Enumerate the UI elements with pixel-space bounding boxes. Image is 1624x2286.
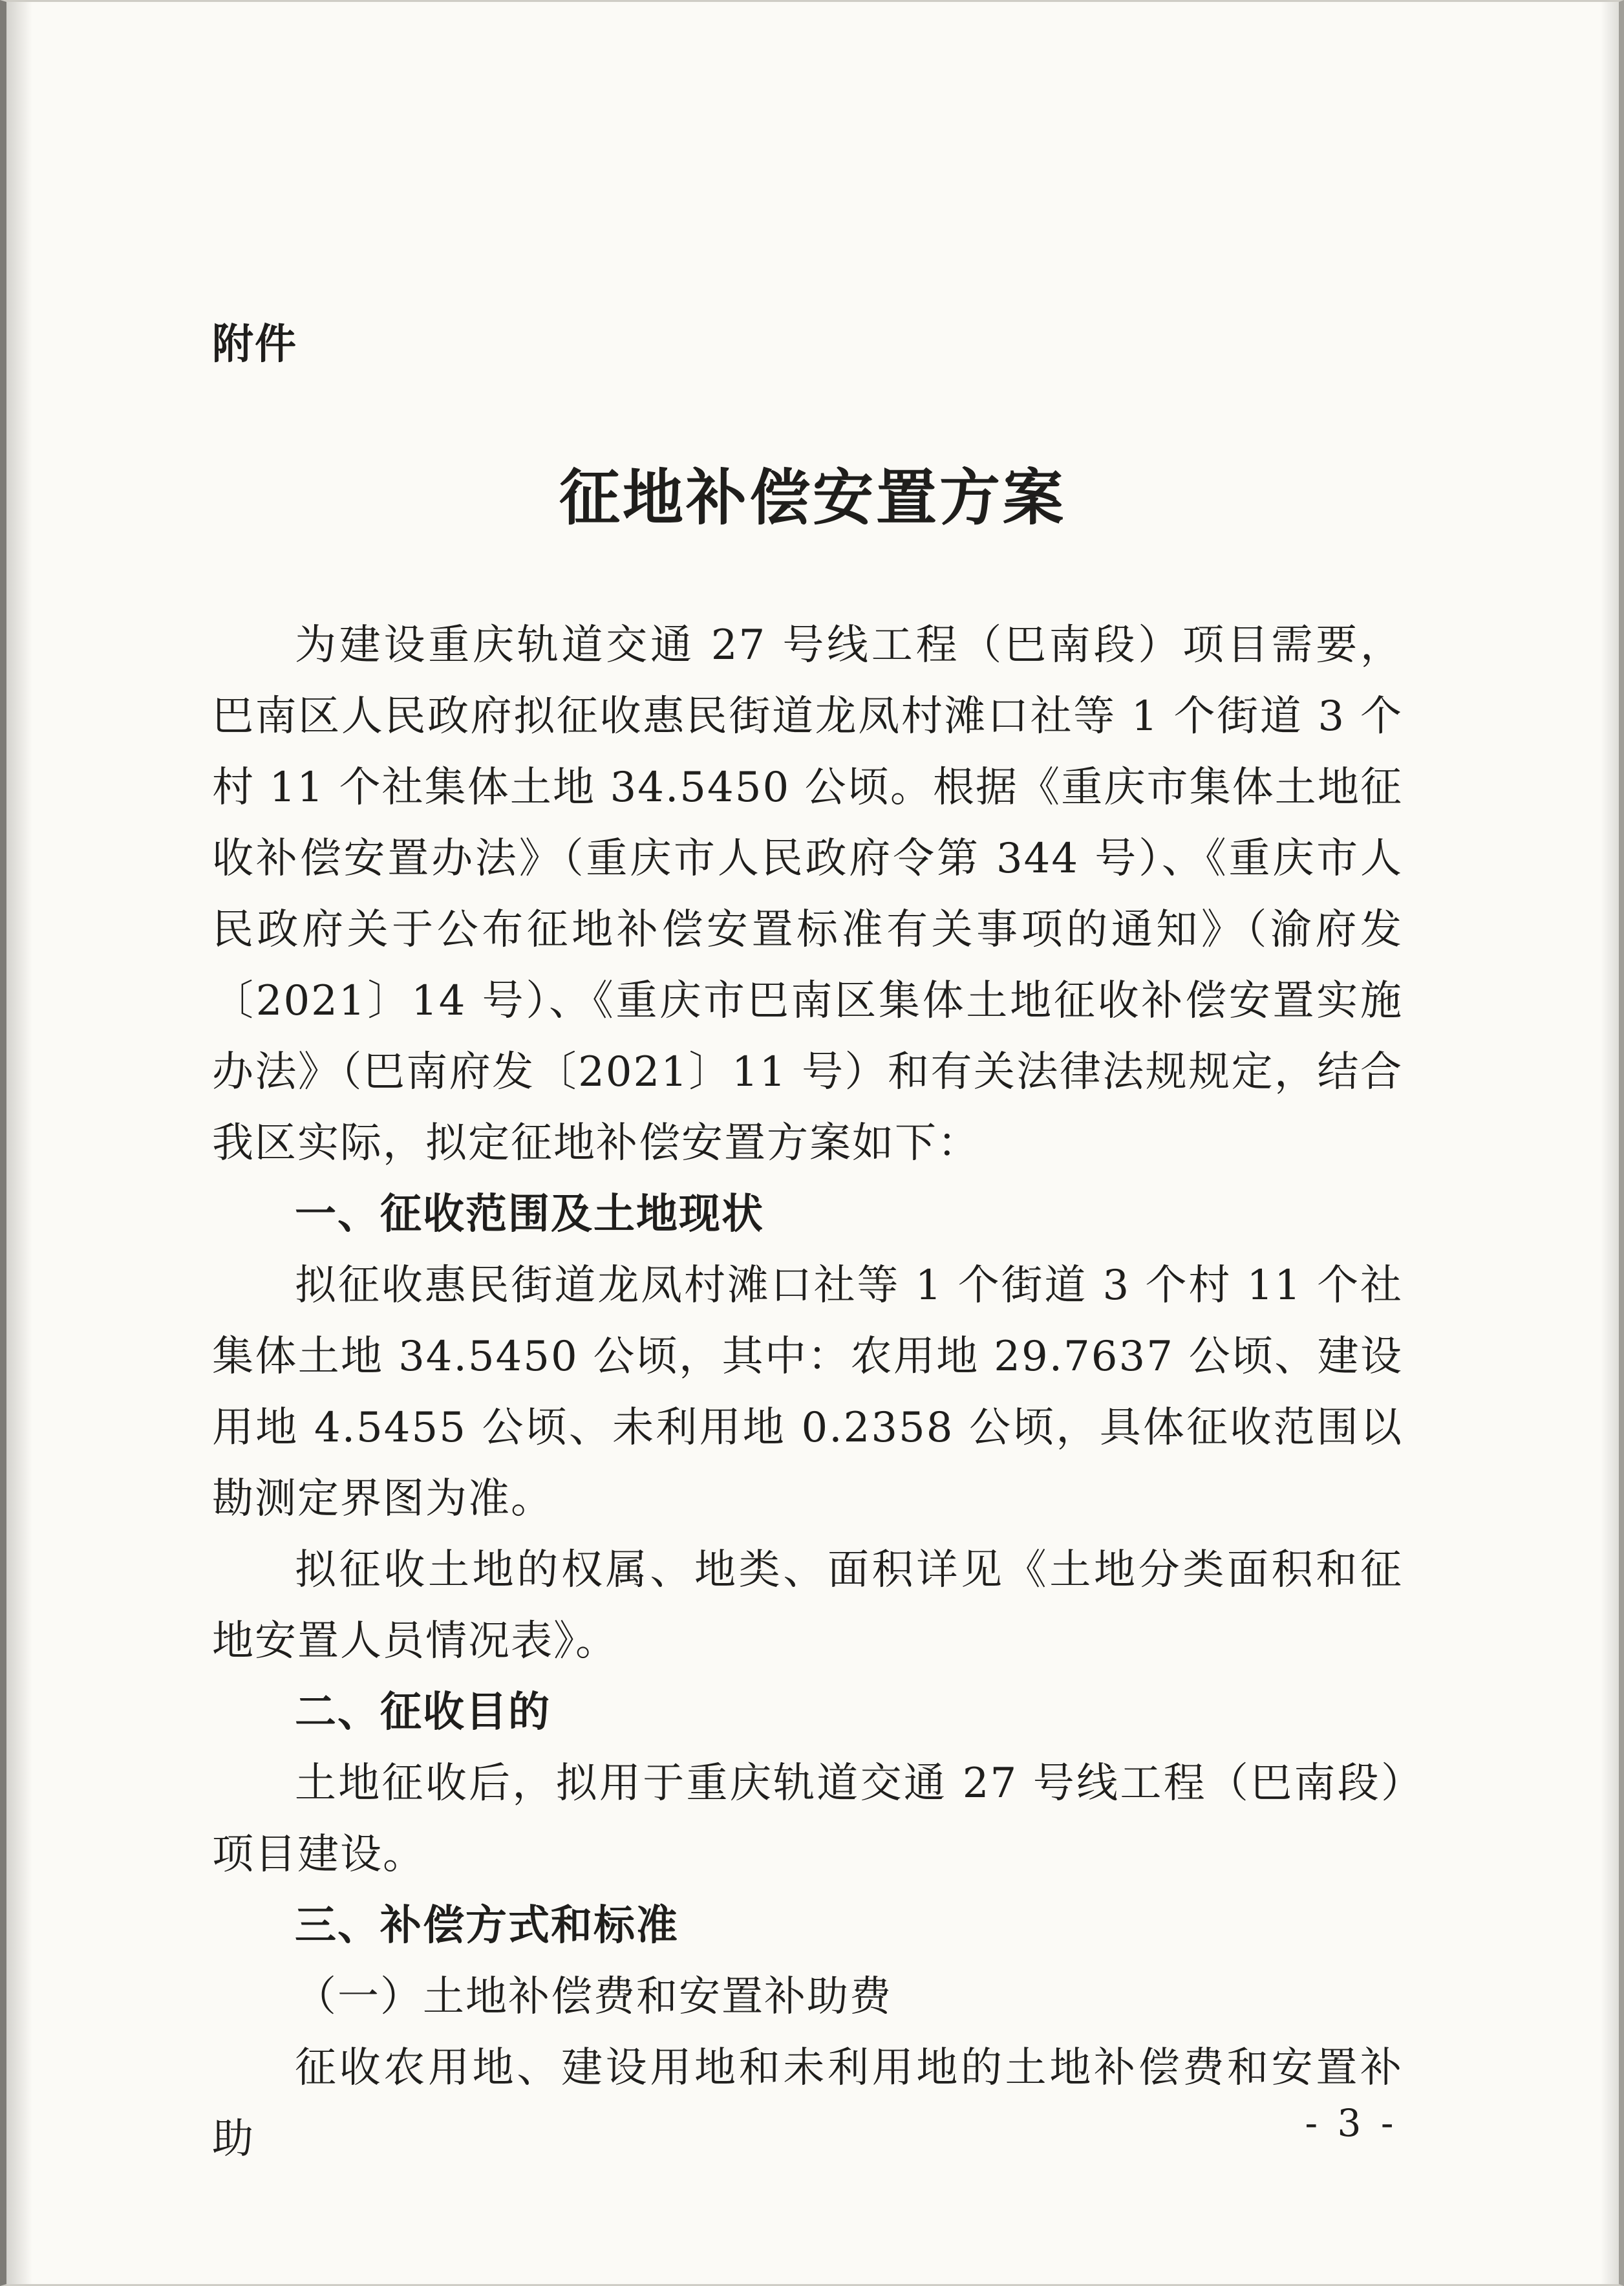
section-heading-scope: 一、征收范围及土地现状 [295,1191,764,1238]
section-heading-compensation: 三、补偿方式和标准 [295,1902,679,1950]
intro-paragraph: 为建设重庆轨道交通 27 号线工程（巴南段）项目需要，巴南区人民政府拟征收惠民街道龙凤村滩口社等 1 个街道 3 个村 11 个社集体土地 34.5450 公顷。根据《重庆市集体土地征收补偿安置办法》（重庆市人民政府令第 344 号）、《重庆市人民政府关于公布征地补偿安置标准有关事项的通知》（渝府发〔2021〕14 号）、《重庆市巴南区集体土地征收补偿安置实施办法》（巴南府发〔2021〕11 号）和有关法律法规规定，结合我区实际，拟定征地补偿安置方案如下： [212,621,1403,1167]
attachment-label: 附件 [212,321,297,369]
subsection-heading-land-compensation: （一）土地补偿费和安置补助费 [295,1973,892,2021]
document-title: 征地补偿安置方案 [559,462,1066,534]
scan-edge-shadow-right [1601,2,1619,2284]
purpose-paragraph: 土地征收后，拟用于重庆轨道交通 27 号线工程（巴南段）项目建设。 [212,1760,1403,1879]
document-body [212,610,1403,2175]
section-heading-purpose: 二、征收目的 [295,1688,551,1736]
compensation-paragraph: 征收农用地、建设用地和未利用地的土地补偿费和安置补助 [212,2044,1403,2163]
scan-edge-shadow-left [6,2,32,2284]
page-number: - 3 - [1305,2101,1398,2145]
scope-paragraph: 拟征收惠民街道龙凤村滩口社等 1 个街道 3 个村 11 个社集体土地 34.5450 公顷，其中：农用地 29.7637 公顷、建设用地 4.5455 公顷、未利用地 0.2358 公顷，具体征收范围以勘测定界图为准。 [212,1262,1403,1523]
ownership-paragraph: 拟征收土地的权属、地类、面积详见《土地分类面积和征地安置人员情况表》。 [212,1546,1403,1665]
